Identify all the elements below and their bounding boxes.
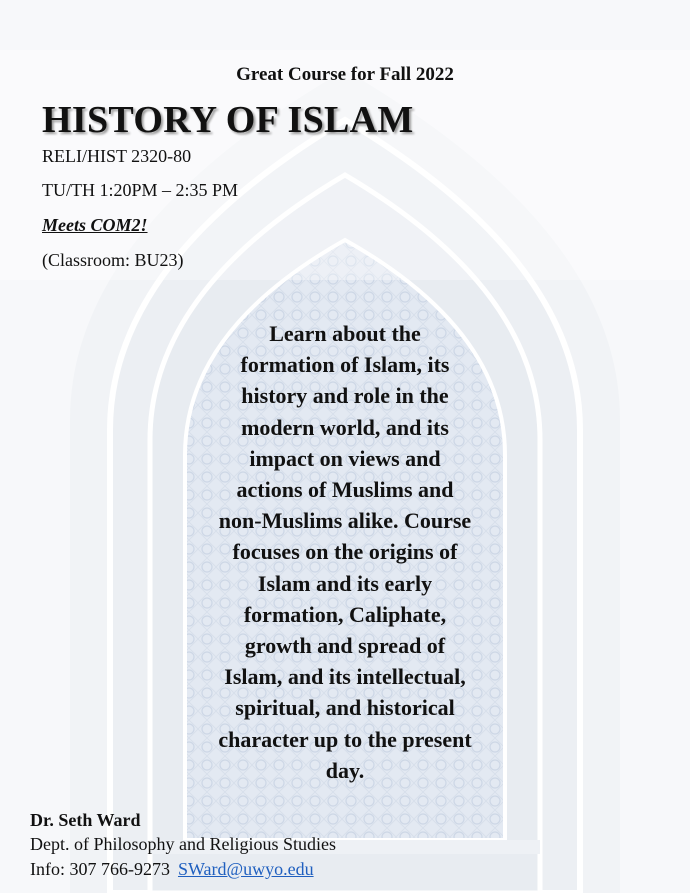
instructor-contact <box>30 859 314 880</box>
description-line: day. <box>325 757 365 783</box>
description-line: Islam and its early <box>257 570 433 596</box>
classroom: (Classroom: BU23) <box>42 250 184 270</box>
description-line: spiritual, and historical <box>235 695 455 721</box>
instructor-department: Dept. of Philosophy and Religious Studies <box>30 834 336 854</box>
description-line: formation of Islam, its <box>240 352 450 378</box>
description-line: focuses on the origins of <box>232 539 458 565</box>
email-link[interactable]: SWard@uwyo.edu <box>177 859 314 879</box>
tagline: Great Course for Fall 2022 <box>236 64 454 85</box>
description-line: Learn about the <box>269 321 421 346</box>
meets-note: Meets COM2! <box>42 215 148 235</box>
course-schedule: TU/TH 1:20PM – 2:35 PM <box>42 180 239 200</box>
description-line: character up to the present <box>218 726 472 752</box>
description-line: modern world, and its <box>241 414 449 440</box>
course-code: RELI/HIST 2320-80 <box>42 146 192 166</box>
description-line: formation, Caliphate, <box>243 601 447 627</box>
course-title: HISTORY OF ISLAM <box>42 99 414 141</box>
description-line: growth and spread of <box>244 633 446 659</box>
description-line: non-Muslims alike. Course <box>218 508 472 534</box>
description-line: history and role in the <box>241 383 449 409</box>
description-line: Islam, and its intellectual, <box>224 664 466 690</box>
description-line: actions of Muslims and <box>236 477 454 503</box>
description-line: impact on views and <box>249 445 441 471</box>
phone-info: Info: 307 766-9273 <box>30 859 170 879</box>
instructor-name: Dr. Seth Ward <box>30 810 141 830</box>
course-description <box>180 318 510 786</box>
